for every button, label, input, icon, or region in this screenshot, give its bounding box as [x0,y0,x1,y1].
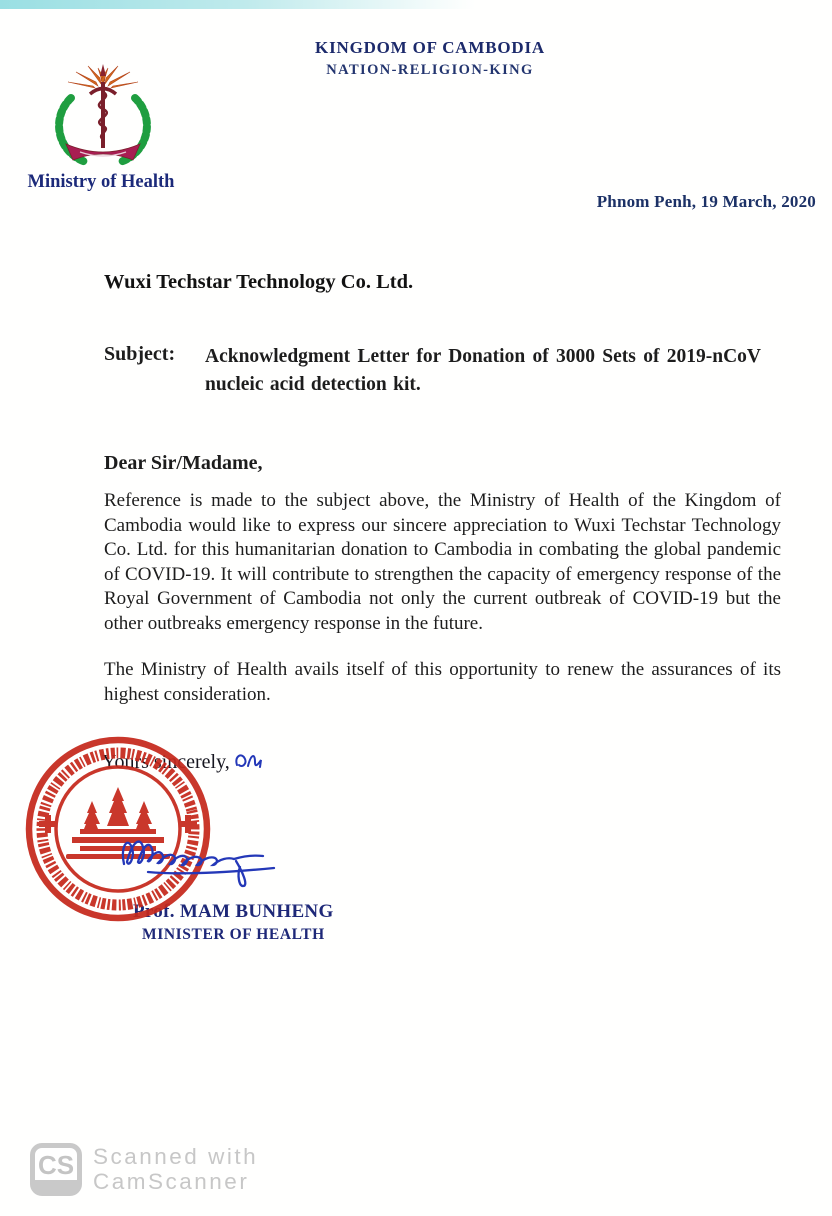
subject-label: Subject: [104,343,176,365]
body-paragraph-2: The Ministry of Health avails itself of this opportunity to renew the assurances of its highest consideration. [104,659,781,705]
ministry-of-health-emblem-icon [38,58,168,172]
camscanner-logo-icon [30,1143,82,1196]
camscanner-logo-text: CS [37,1150,75,1180]
signer-title: MINISTER OF HEALTH [142,926,325,943]
recipient-line: Wuxi Techstar Technology Co. Ltd. [104,271,414,293]
handwritten-signature-icon [118,828,288,892]
signer-name: Prof. MAM BUNHENG [133,901,334,922]
watermark-line-1: Scanned with [93,1144,259,1169]
closing-text: Yours sincerely, [102,751,230,773]
watermark-line-2: CamScanner [93,1169,250,1194]
ministry-label: Ministry of Health [27,172,175,192]
camscanner-logo-base [35,1180,77,1191]
subject-text: Acknowledgment Letter for Donation of 3000 Sets of 2019-nCoV nucleic acid detection kit. [205,346,761,395]
dateline: Phnom Penh, 19 March, 2020 [596,192,816,211]
scan-artifact-strip [0,0,540,9]
blue-ink-flourish-icon [232,750,262,778]
body-paragraph-1: Reference is made to the subject above, the Ministry of Health of the Kingdom of Cambodia would like to express our sincere appreciation to Wuxi Techstar Technology Co. Ltd. for this humanitarian donation to Cambodia in combating the global pandemic of COVID-19. It will contribute to strengthen the capacity of emergency response of the Royal Government of Cambodia not only the current outbreak of COVID-19 but the other outbreaks emergency response in the future. [104,490,781,634]
letter-body [104,489,781,707]
kingdom-title: KINGDOM OF CAMBODIA [315,38,545,57]
salutation: Dear Sir/Madame, [104,452,263,474]
national-motto: NATION-RELIGION-KING [326,62,534,78]
emblem-svg [38,58,168,172]
subject-row [104,343,766,399]
scanned-with-watermark [93,1144,258,1194]
